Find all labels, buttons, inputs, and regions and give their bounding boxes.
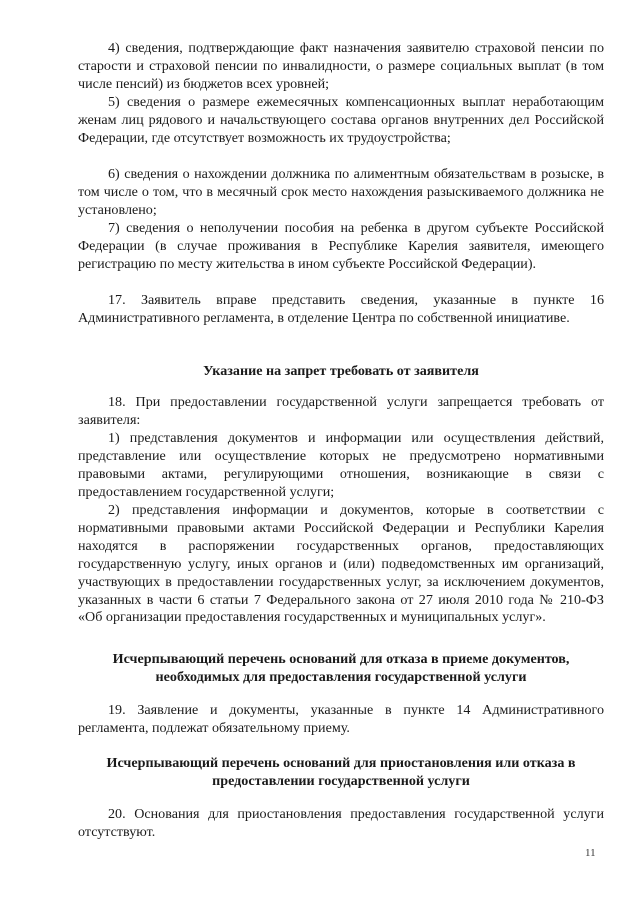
section-heading-prohibition [78, 362, 604, 380]
section-heading-refusal-acceptance [78, 650, 604, 686]
heading-text: Исчерпывающий перечень оснований для приостановления или отказа в предоставлении государственной услуги [106, 755, 576, 789]
paragraph-18-1 [78, 430, 604, 502]
paragraph-17 [78, 292, 604, 328]
paragraph-5 [78, 94, 604, 148]
paragraph-text: 17. Заявитель вправе представить сведения, указанные в пункте 16 Административного регламента, в отделение Центра по собственной инициативе. [78, 292, 604, 326]
paragraph-text: 19. Заявление и документы, указанные в пункте 14 Административного регламента, подлежат обязательному приему. [78, 702, 604, 736]
page-number: 11 [585, 847, 596, 859]
heading-text: Исчерпывающий перечень оснований для отказа в приеме документов, необходимых для предоставления государственной услуги [112, 651, 570, 685]
paragraph-text: 6) сведения о нахождении должника по алиментным обязательствам в розыске, в том числе о том, что в месячный срок место нахождения разыскиваемого должника не установлено; [78, 166, 604, 218]
paragraph-text: 20. Основания для приостановления предоставления государственной услуги отсутствуют. [78, 806, 604, 840]
paragraph-20 [78, 806, 604, 842]
paragraph-text: 1) представления документов и информации или осуществления действий, представление или осуществление которых не предусмотрено нормативными правовыми актами, регулирующими отношения, возникающие в связи с предоставлением государственной услуги; [78, 430, 604, 500]
heading-text: Указание на запрет требовать от заявителя [203, 363, 479, 379]
section-heading-suspension [78, 754, 604, 790]
paragraph-4 [78, 40, 604, 94]
paragraph-text: 5) сведения о размере ежемесячных компенсационных выплат неработающим женам лиц рядового и начальствующего состава органов внутренних дел Российской Федерации, где отсутствует возможность их трудоустройства; [78, 94, 604, 146]
paragraph-7 [78, 220, 604, 274]
paragraph-18-2 [78, 502, 604, 627]
paragraph-19 [78, 702, 604, 738]
paragraph-text: 18. При предоставлении государственной услуги запрещается требовать от заявителя: [78, 394, 604, 428]
paragraph-text: 4) сведения, подтверждающие факт назначения заявителю страховой пенсии по старости и страховой пенсии по инвалидности, о размере социальных выплат (в том числе пенсий) из бюджетов всех уровней; [78, 40, 604, 92]
paragraph-6 [78, 166, 604, 220]
paragraph-text: 2) представления информации и документов, которые в соответствии с нормативными правовыми актами Российской Федерации и Республики Карелия находятся в распоряжении государственных органов, предоставляющих государственную услугу, иных органов и (или) подведомственных им организаций, участвующих в предоставлении государственных услуг, за исключением документов, указанных в части 6 статьи 7 Федерального закона от 27 июля 2010 года № 210-ФЗ «Об организации предоставления государственных и муниципальных услуг». [78, 502, 604, 626]
paragraph-18 [78, 394, 604, 430]
paragraph-text: 7) сведения о неполучении пособия на ребенка в другом субъекте Российской Федерации (в случае проживания в Республике Карелия заявителя, имеющего регистрацию по месту жительства в ином субъекте Российской Федерации). [78, 220, 604, 272]
